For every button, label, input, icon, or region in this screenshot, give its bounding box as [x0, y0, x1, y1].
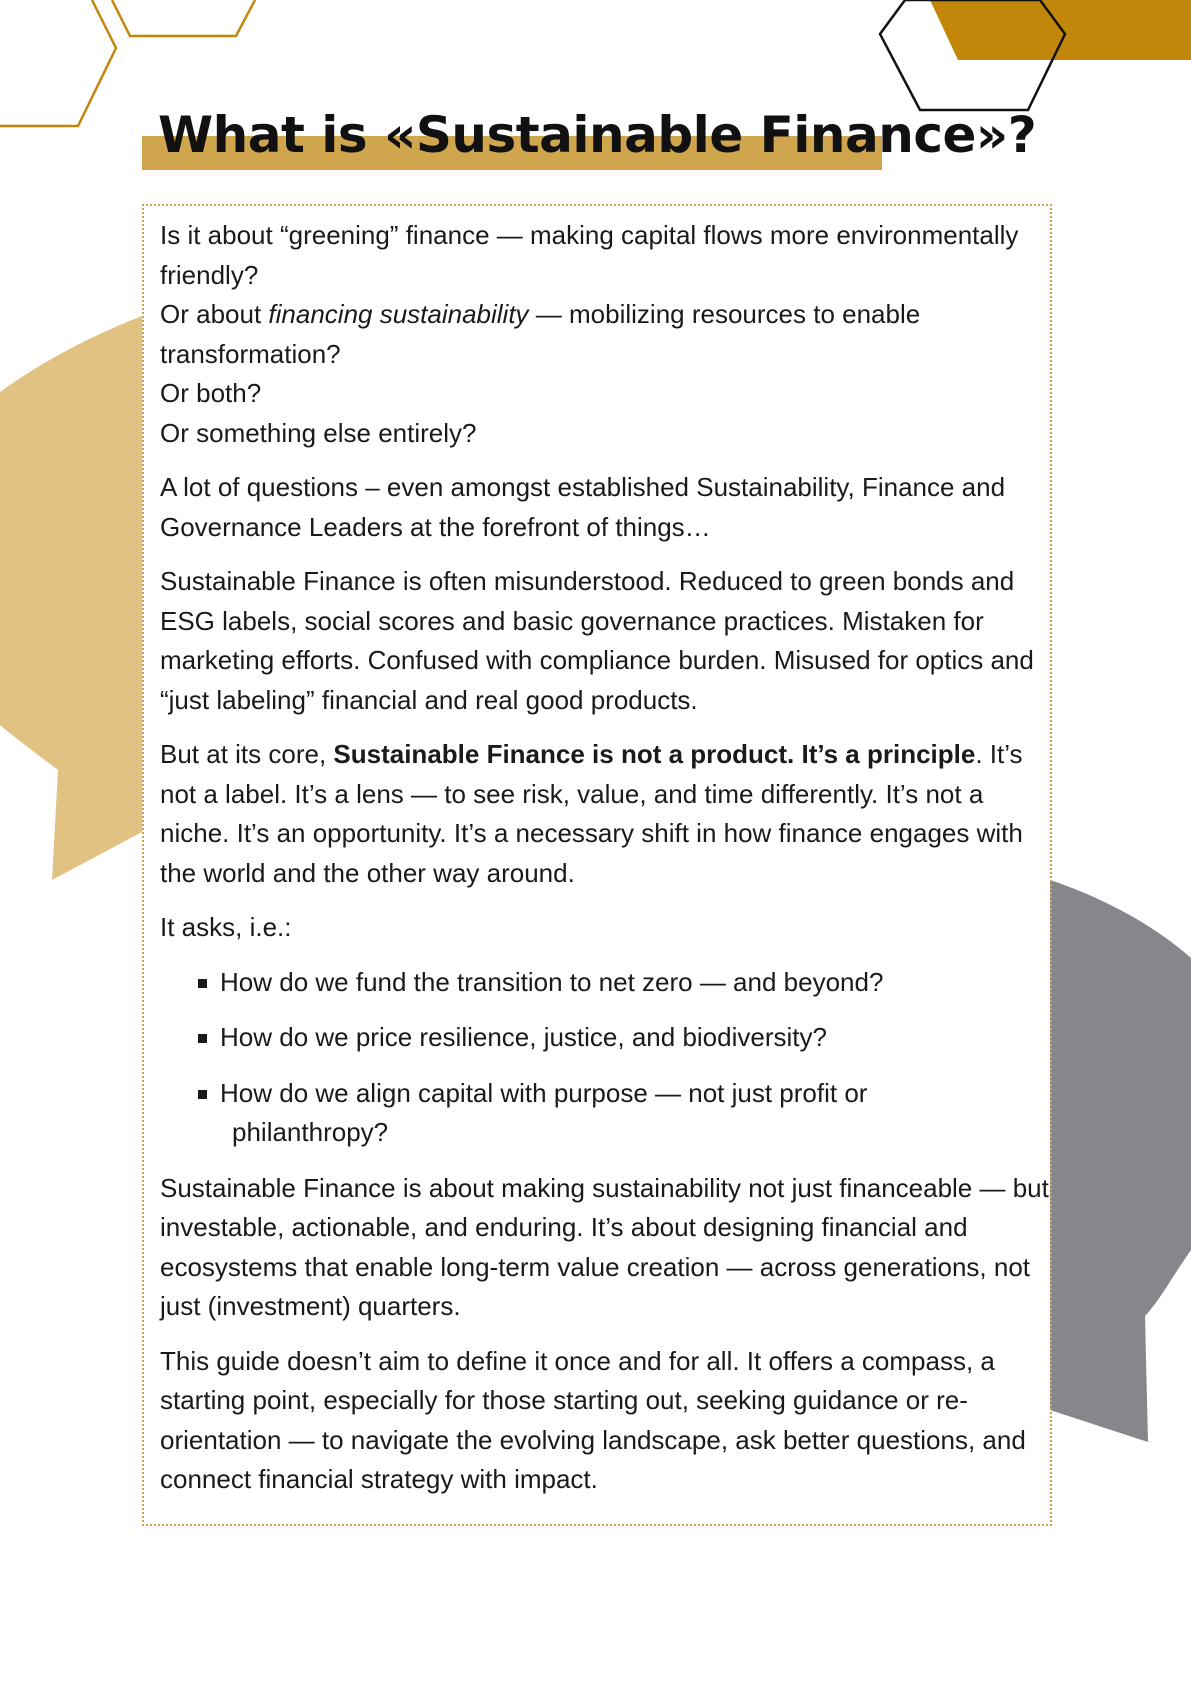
square-bullet-icon [198, 1090, 207, 1099]
hexagon-outline-left [0, 0, 116, 126]
asks-label: It asks, i.e.: [160, 912, 292, 942]
list-item-text: How do we align capital with purpose — not just profit or [220, 1077, 868, 1108]
intro-line-4: Or something else entirely? [160, 417, 477, 448]
list-item-text: How do we fund the transition to net zero — and beyond? [220, 966, 884, 997]
gold-corner-shape [930, 0, 1191, 60]
gray-speech-shape [1050, 880, 1191, 1442]
square-bullet-icon [198, 979, 207, 988]
question-list [160, 963, 1050, 1153]
hexagon-outline-left-top [112, 0, 255, 36]
intro-line-2 [160, 295, 1050, 374]
questions-paragraph: A lot of questions – even amongst established Sustainability, Finance and Governance Leaders at the forefront of things… [160, 472, 1006, 542]
misunderstood-paragraph: Sustainable Finance is often misunderstood. Reduced to green bonds and ESG labels, social scores and basic governance practices. Mistaken for marketing efforts. Confused with compliance burden. Misused for optics and “just labeling” financial and real good products. [160, 566, 1034, 715]
core-paragraph [160, 735, 1050, 893]
list-item [160, 963, 980, 1003]
intro-line-1: Is it about “greening” finance — making capital flows more environmentally friendly? [160, 220, 1019, 290]
list-item-text: How do we price resilience, justice, and biodiversity? [220, 1022, 827, 1052]
intro-line-3: Or both? [160, 378, 262, 408]
intro-line-2-lead: Or about [160, 299, 269, 329]
core-rest: . It’s not a label. It’s a lens — to see risk, value, and time differently. It’s not a niche. It’s an opportunity. It’s a necessary shift in how finance engages with the world and the other way around. [160, 739, 1023, 888]
gold-speech-shape [0, 316, 142, 880]
guide-paragraph: This guide doesn’t aim to define it once and for all. It offers a compass, a starting point, especially for those starting out, seeking guidance or re-orientation — to navigate the evolving landscape, ask better questions, and connect financial strategy with impact. [160, 1345, 1026, 1494]
page-title: What is «Sustainable Finance»? [158, 106, 1037, 164]
content-box [142, 204, 1052, 1526]
square-bullet-icon [198, 1034, 207, 1043]
core-bold: Sustainable Finance is not a product. It’s a principle [333, 739, 976, 769]
list-item [160, 1074, 980, 1153]
intro-line-2-italic: financing sustainability [268, 299, 529, 329]
about-paragraph: Sustainable Finance is about making sustainability not just financeable — but investable, actionable, and enduring. It’s about designing financial and ecosystems that enable long-term value creation — across generations, not just (investment) quarters. [160, 1172, 1049, 1321]
intro-line-2-rest: — mobilizing resources to enable transformation? [160, 299, 921, 369]
core-lead: But at its core, [160, 739, 334, 769]
list-item-text-continued: philanthropy? [232, 1117, 389, 1147]
list-item [160, 1018, 980, 1058]
intro-paragraph [160, 216, 1050, 453]
